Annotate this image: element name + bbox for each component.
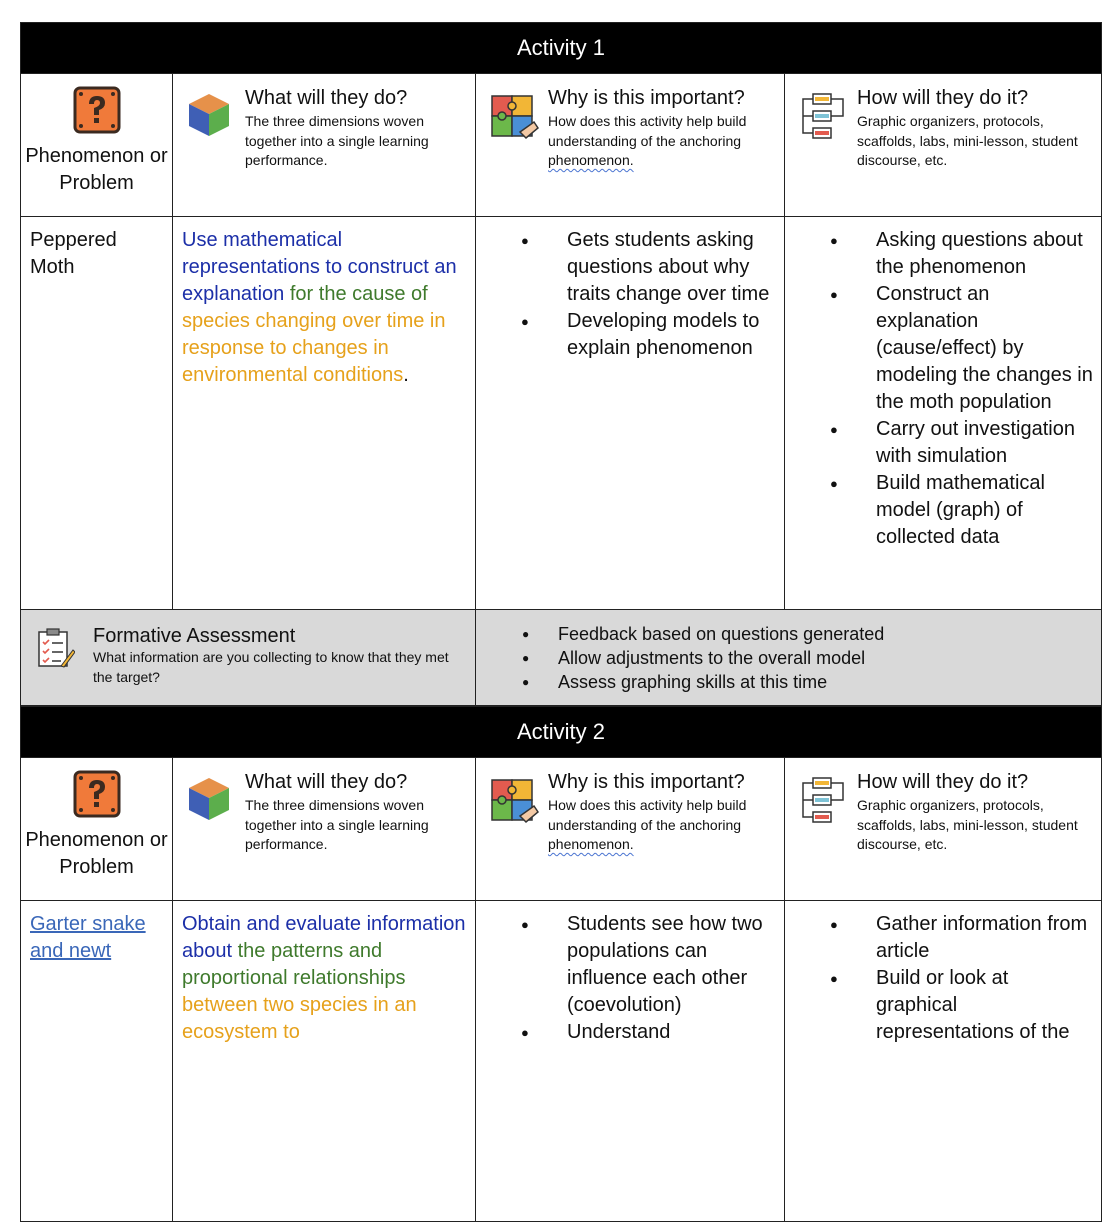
- list-item: ● Gets students asking questions about why traits change over time: [521, 227, 776, 308]
- puzzle-icon: [490, 86, 548, 171]
- list-item: ● Students see how two populations can influence each other (coevolution): [521, 911, 776, 1019]
- formative-list: [476, 610, 1101, 694]
- phenomenon-header: [21, 74, 173, 217]
- phenomenon-cell: [21, 901, 173, 1222]
- phenomenon-cell: Peppered Moth: [21, 217, 173, 610]
- formative-content: [476, 610, 1102, 706]
- activity-title: Activity 2: [21, 707, 1102, 758]
- question-block-icon: [21, 770, 172, 823]
- practice-text: Obtain and evaluate information about: [182, 913, 466, 962]
- what-subtitle: The three dimensions woven together into a single learning performance.: [245, 797, 429, 852]
- how-title: How will they do it?: [857, 87, 1029, 109]
- question-block-icon: [21, 86, 172, 139]
- how-subtitle: Graphic organizers, protocols, scaffolds, labs, mini-lesson, student discourse, etc.: [857, 113, 1078, 168]
- cube-icon: [187, 86, 245, 171]
- phenomenon-link[interactable]: Garter snake and newt: [30, 913, 146, 962]
- why-list: [485, 227, 776, 362]
- why-title: Why is this important?: [548, 771, 745, 793]
- formative-header: [21, 610, 476, 706]
- why-subtitle: How does this activity help build understanding of the anchoring phenomenon.: [548, 113, 747, 168]
- list-item: ● Build or look at graphical representations of the: [830, 965, 1093, 1046]
- how-header: [785, 758, 1102, 901]
- why-list: [485, 911, 776, 1046]
- how-cell: [785, 901, 1102, 1222]
- list-item: ● Build mathematical model (graph) of collected data: [830, 470, 1093, 551]
- activity-2-table: [20, 706, 1102, 1222]
- why-header: [476, 74, 785, 217]
- crosscutting-text: the patterns and proportional relationships: [182, 940, 406, 989]
- phenomenon-label: Phenomenon or Problem: [25, 145, 168, 194]
- list-item: ● Gather information from article: [830, 911, 1093, 965]
- list-item: ● Feedback based on questions generated: [522, 622, 1101, 646]
- formative-subtitle: What information are you collecting to know that they met the target?: [93, 649, 449, 685]
- how-header: [785, 74, 1102, 217]
- how-list: [794, 911, 1093, 1046]
- puzzle-icon: [490, 770, 548, 855]
- list-item: ● Assess graphing skills at this time: [522, 670, 1101, 694]
- list-item: ● Allow adjustments to the overall model: [522, 646, 1101, 670]
- how-subtitle: Graphic organizers, protocols, scaffolds, labs, mini-lesson, student discourse, etc.: [857, 797, 1078, 852]
- performance-cell: Use mathematical representations to construct an explanation for the cause of species changing over time in response to changes in environmental conditions.: [173, 217, 476, 610]
- how-list: [794, 227, 1093, 551]
- why-subtitle: How does this activity help build understanding of the anchoring phenomenon.: [548, 797, 747, 852]
- what-subtitle: The three dimensions woven together into a single learning performance.: [245, 113, 429, 168]
- cube-icon: [187, 770, 245, 855]
- why-header: [476, 758, 785, 901]
- phenomenon-header: [21, 758, 173, 901]
- clipboard-icon: [35, 624, 93, 687]
- how-cell: [785, 217, 1102, 610]
- activity-1-table: [20, 22, 1102, 706]
- how-title: How will they do it?: [857, 771, 1029, 793]
- flowchart-icon: [799, 770, 857, 855]
- list-item: ● Carry out investigation with simulation: [830, 416, 1093, 470]
- list-item: ● Construct an explanation (cause/effect) by modeling the changes in the moth population: [830, 281, 1093, 416]
- what-title: What will they do?: [245, 87, 408, 109]
- formative-title: Formative Assessment: [93, 625, 296, 647]
- why-cell: [476, 901, 785, 1222]
- what-title: What will they do?: [245, 771, 408, 793]
- list-item: ● Understand: [521, 1019, 776, 1046]
- what-header: [173, 758, 476, 901]
- crosscutting-text: for the cause of: [284, 283, 428, 305]
- performance-cell: [173, 901, 476, 1222]
- flowchart-icon: [799, 86, 857, 171]
- why-title: Why is this important?: [548, 87, 745, 109]
- core-idea-text: between two species in an ecosystem to: [182, 994, 417, 1043]
- core-idea-text: species changing over time in response to changes in environmental conditions: [182, 310, 446, 386]
- practice-text: Use mathematical representations to construct an explanation: [182, 229, 457, 305]
- what-header: [173, 74, 476, 217]
- list-item: ● Developing models to explain phenomenon: [521, 308, 776, 362]
- phenomenon-label: Phenomenon or Problem: [25, 829, 168, 878]
- why-cell: [476, 217, 785, 610]
- activity-title: Activity 1: [21, 23, 1102, 74]
- list-item: ● Asking questions about the phenomenon: [830, 227, 1093, 281]
